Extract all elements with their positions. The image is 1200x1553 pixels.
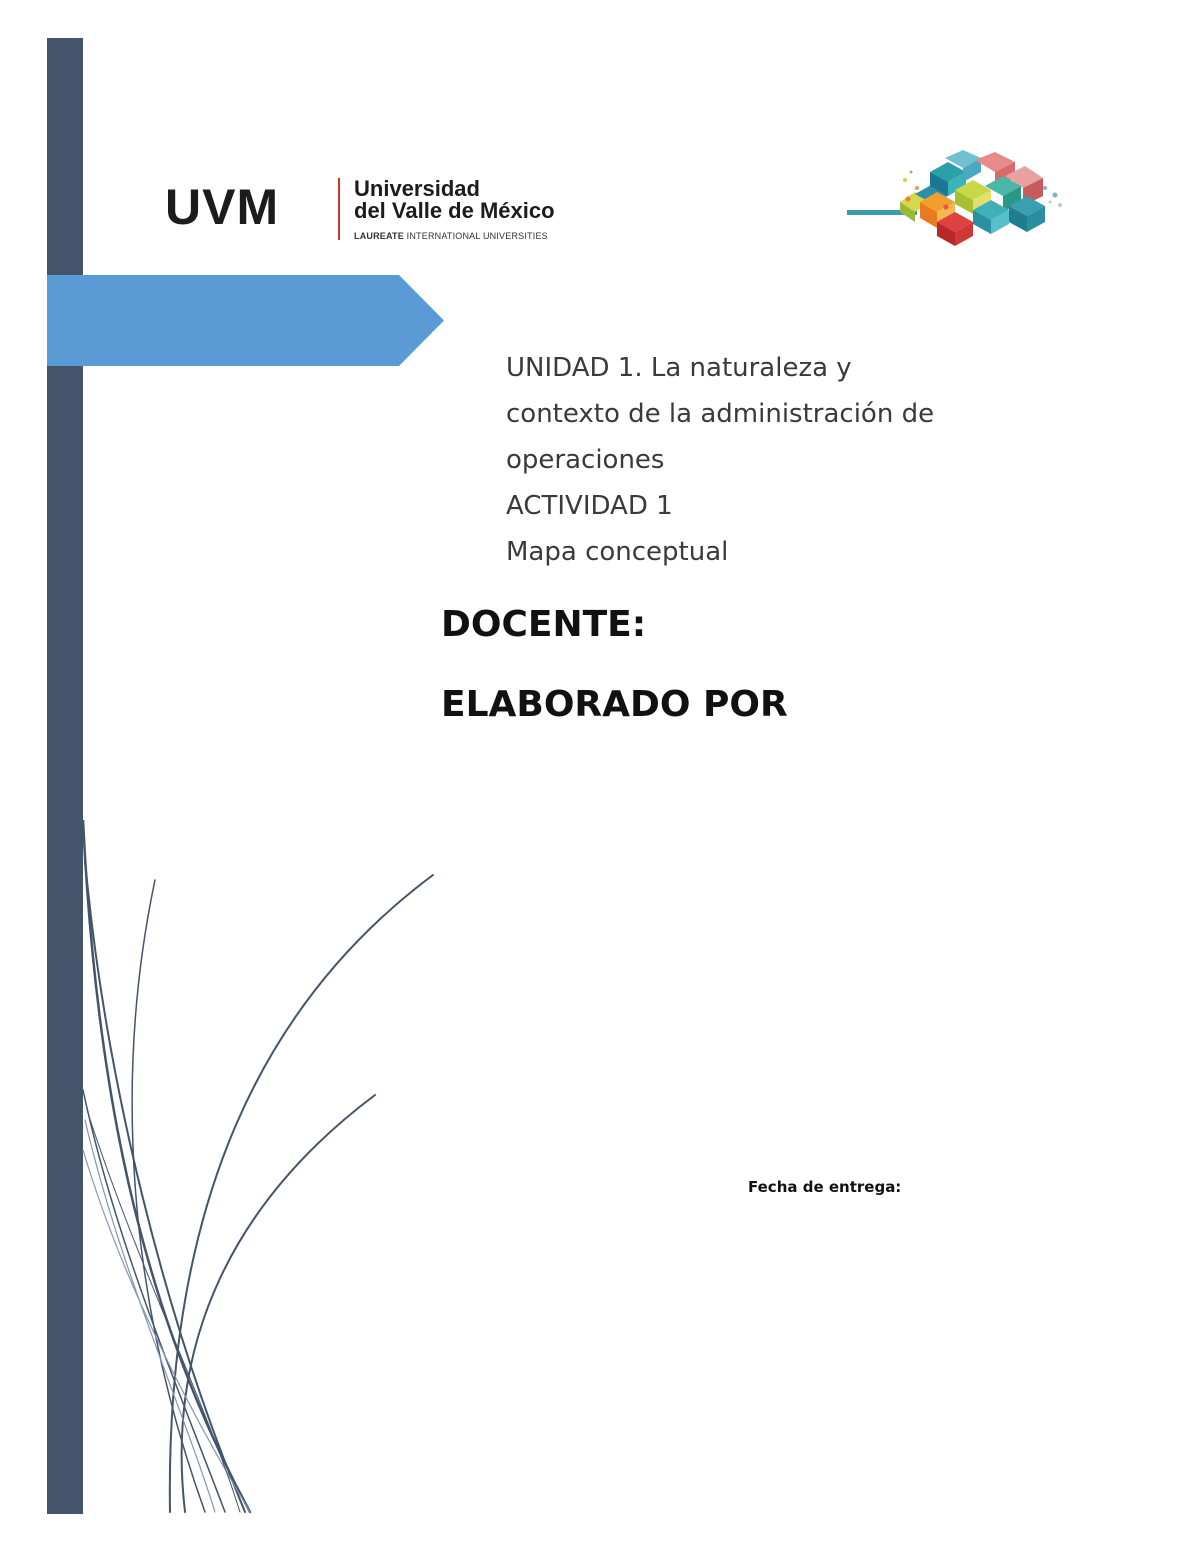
colorful-cube-mosaic-icon	[845, 150, 1070, 250]
fecha-de-entrega-label: Fecha de entrega:	[748, 1178, 902, 1196]
subject-block	[506, 345, 1026, 575]
activity-title-line: Mapa conceptual	[506, 537, 729, 567]
activity-line: ACTIVIDAD 1	[506, 491, 673, 521]
uvm-logo-tagline	[354, 231, 548, 241]
decorative-curves	[75, 820, 455, 1520]
docente-label: DOCENTE:	[441, 604, 647, 645]
uvm-logo-name-line2: del Valle de México	[354, 198, 555, 223]
arrow-banner	[47, 275, 444, 366]
uvm-logo-name-line1: Universidad	[354, 176, 480, 201]
uvm-logo	[160, 170, 560, 250]
subject-line: UNIDAD 1. La naturaleza y	[506, 353, 852, 383]
subject-line: contexto de la administración de	[506, 399, 935, 429]
elaborado-por-label: ELABORADO POR	[441, 684, 788, 725]
uvm-logo-tagline-rest: INTERNATIONAL UNIVERSITIES	[403, 231, 548, 241]
uvm-logo-divider	[338, 178, 340, 240]
uvm-logo-letters: UVM	[165, 179, 280, 235]
subject-line: operaciones	[506, 445, 665, 475]
uvm-logo-tagline-bold: LAUREATE	[354, 231, 404, 241]
